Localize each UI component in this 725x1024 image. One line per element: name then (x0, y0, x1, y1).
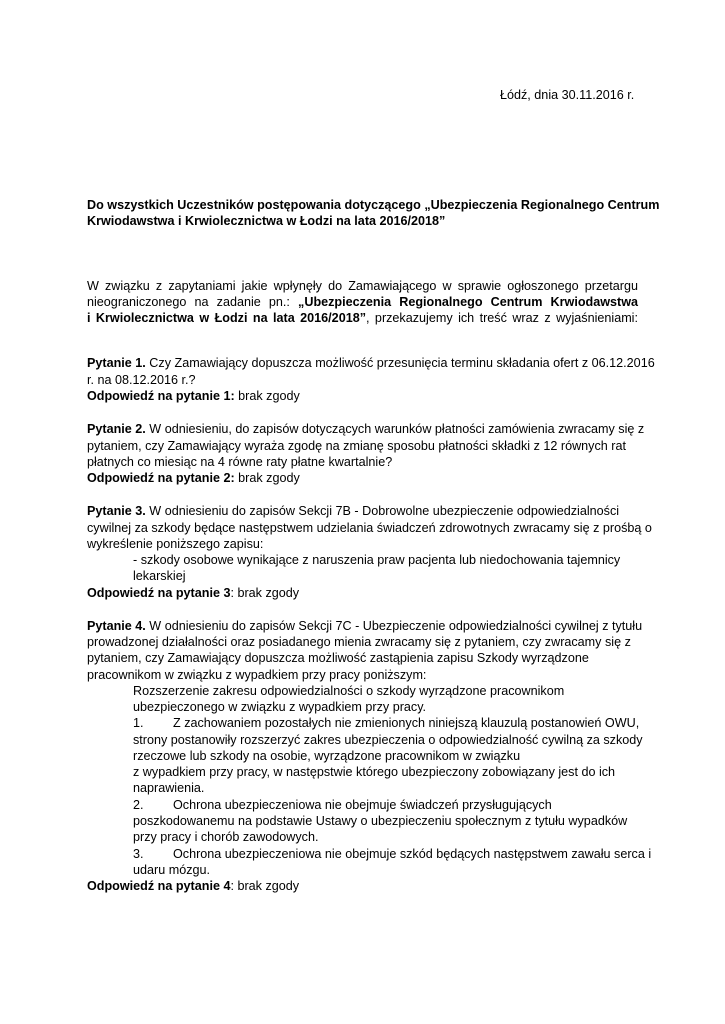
intro-line-1: W związku z zapytaniami jakie wpłynęły do Zamawiającego w sprawie ogłoszonego przetargu (87, 279, 638, 293)
addressee-line-1: Do wszystkich Uczestników postępowania dotyczącego „Ubezpieczenia Regionalnego Centrum (87, 198, 660, 212)
document-page: Łódź, dnia 30.11.2016 r. Do wszystkich Uczestników postępowania dotyczącego „Ubezpieczenia Regionalnego Centrum Krwiodawstwa i Krwiolecznictwa w Łodzi na lata 2016/2018” W związku z zapytaniami jakie wpłynęły do Zamawiającego w sprawie ogłoszonego przetargu nieograniczonego na zadanie pn.: „Ubezpieczenia Regionalnego Centrum Krwiodawstwa i Krwiolecznictwa w Łodzi na lata 2016/2018”, przekazujemy ich treść wraz z wyjaśnieniami: Pytanie 1. Czy Zamawiający dopuszcza możliwość przesunięcia terminu składania ofert z 06.12.2016 r. na 08.12.2016 r.? Odpowiedź na pytanie 1: brak zgody Pytanie 2. W odniesieniu, do zapisów dotyczących warunków płatności zamówienia zwracamy się z pytaniem, czy Zamawiający wyraża zgodę na zmianę sposobu płatności składki z 12 równych rat płatnych co miesiąc na 4 równe raty płatne kwartalnie? Odpowiedź na pytanie 2: brak zgody Pytanie 3. W odniesieniu do zapisów Sekcji 7B - Dobrowolne ubezpieczenie odpowiedzialności cywilnej za szkody będące następstwem udzielania świadczeń zdrowotnych zwracamy się z prośbą o wykreślenie poniższego zapisu: - szkody osobowe wynikające z naruszenia praw pacjenta lub niedochowania tajemnicy lekarskiej Odpowiedź na pytanie 3: brak zgody Pytanie 4. W odniesieniu do zapisów Sekcji 7C - Ubezpieczenie odpowiedzialności cywilnej z tytułu prowadzonej działalności oraz posiadanego mienia zwracamy się z pytaniem, czy zwracamy się z pytaniem, czy Zamawiający dopuszcza możliwość zastąpienia zapisu Szkody wyrządzone pracownikom w związku z wypadkiem przy pracy poniższym: Rozszerzenie zakresu odpowiedzialności o szkody wyrządzone pracownikom ubezpieczonego w związku z wypadkiem przy pracy. 1. Z zachowaniem pozostałych nie zmienionych niniejszą klauzulą postanowień OWU, strony postanowiły rozszerzyć zakres ubezpieczenia o odpowiedzialność cywilną za szkody rzeczowe lub szkody na osobie, wyrządzone pracownikom w związku z wypadkiem przy pracy, w następstwie którego ubezpieczony zobowiązany jest do ich naprawienia. 2. Ochrona ubezpieczeniowa nie obejmuje świadczeń przysługujących poszkodowanemu na podstawie Ustawy o ubezpieczeniu społecznym z tytułu wypadków przy pracy i chorób zawodowych. 3. Ochrona ubezpieczeniowa nie obejmuje szkód będących następstwem zawału serca i udaru mózgu. Odpowiedź na pytanie 4: brak zgody (87, 88, 660, 893)
answer-4: Odpowiedź na pytanie 4: brak zgody (87, 879, 300, 893)
q3-bullet-line-1: - szkody osobowe wynikające z naruszenia praw pacjenta lub niedochowania tajemnicy (133, 553, 621, 567)
addressee-line-2: Krwiodawstwa i Krwiolecznictwa w Łodzi na lata 2016/2018” (87, 214, 446, 228)
q4-item-3: 3. Ochrona ubezpieczeniowa nie obejmuje szkód będących następstwem zawału serca i (133, 847, 652, 861)
answer-2: Odpowiedź na pytanie 2: brak zgody (87, 471, 300, 485)
q4-item-2: 2. Ochrona ubezpieczeniowa nie obejmuje świadczeń przysługujących (133, 798, 552, 812)
date-line: Łódź, dnia 30.11.2016 r. (500, 88, 635, 102)
answer-3: Odpowiedź na pytanie 3: brak zgody (87, 586, 300, 600)
q4-item-1: 1. Z zachowaniem pozostałych nie zmienionych niniejszą klauzulą postanowień OWU, (133, 716, 640, 730)
answer-1: Odpowiedź na pytanie 1: brak zgody (87, 389, 300, 403)
q3-bullet-line-2: lekarskiej (133, 569, 186, 583)
